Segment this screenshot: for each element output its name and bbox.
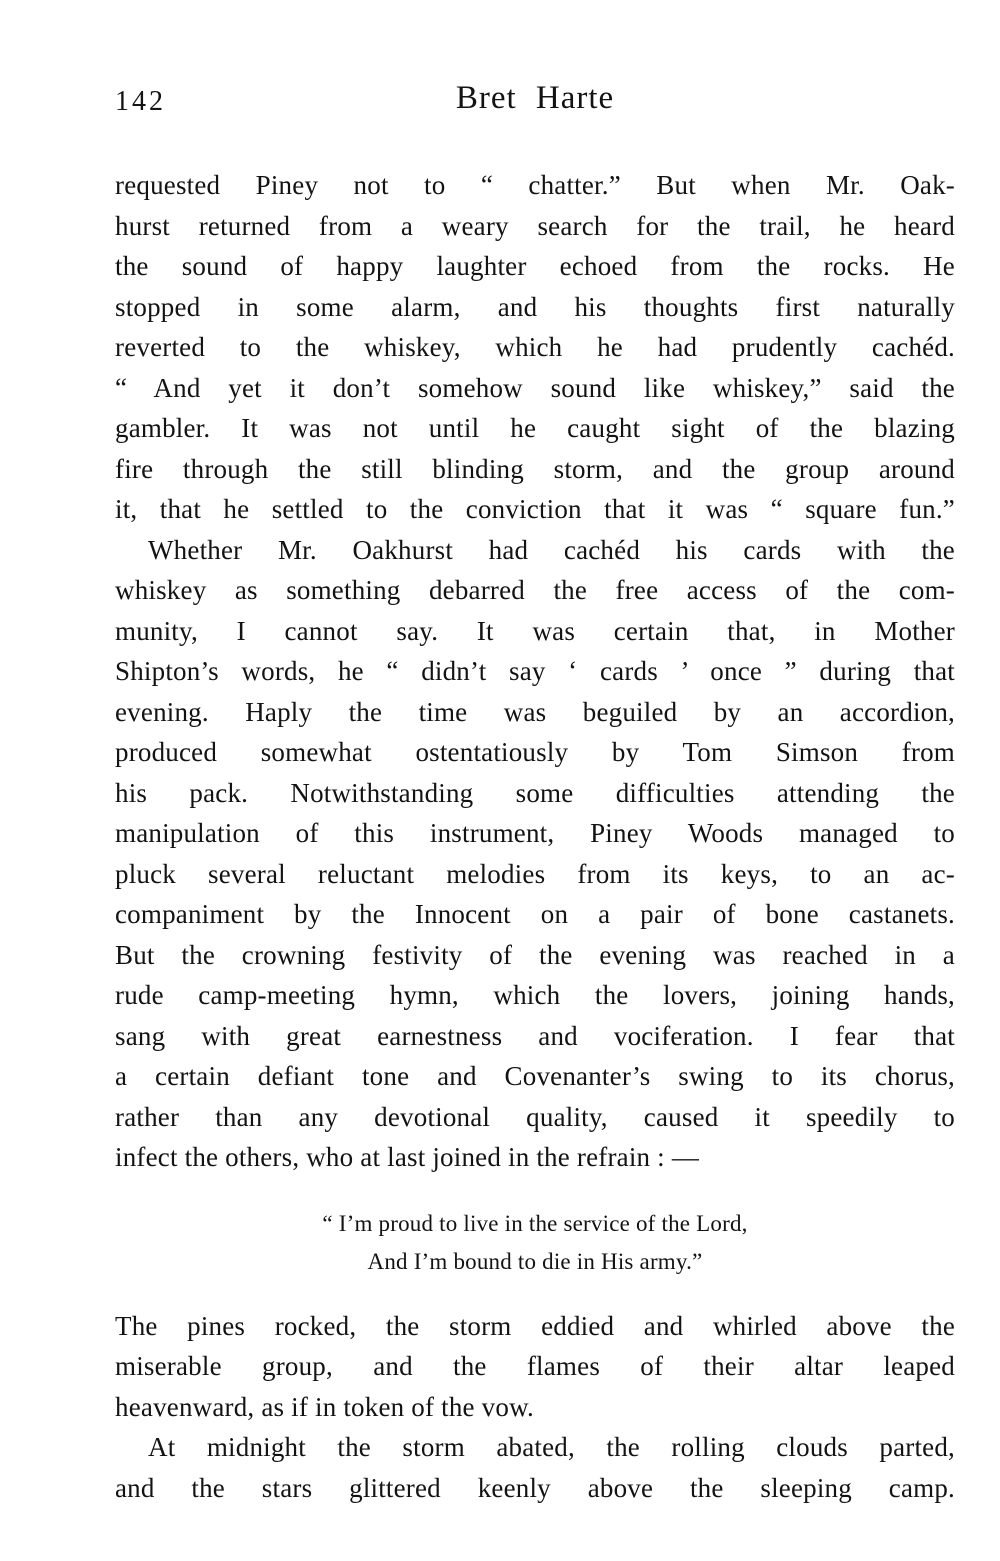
text-line: But the crowning festivity of the evening was reached in a — [115, 939, 955, 970]
text-line: “ And yet it don’t somehow sound like whiskey,” said the — [115, 372, 955, 403]
text-line: his pack. Notwithstanding some difficulties attending the — [115, 777, 955, 808]
text-line: manipulation of this instrument, Piney Woods managed to — [115, 818, 955, 848]
text-line: Whether Mr. Oakhurst had cachéd his cards with the — [148, 534, 955, 565]
hymn-verse — [115, 1205, 955, 1281]
running-title: Bret Harte — [455, 80, 615, 116]
text-line: whiskey as something debarred the free access of the com- — [115, 575, 955, 605]
text-line: it, that he settled to the conviction that it was “ square fun.” — [115, 494, 955, 524]
text-line: requested Piney not to “ chatter.” But when Mr. Oak- — [115, 170, 955, 200]
text-line: The pines rocked, the storm eddied and whirled above the — [115, 1310, 955, 1341]
text-line: infect the others, who at last joined in the refrain : — — [115, 1142, 700, 1172]
text-line: pluck several reluctant melodies from its keys, to an ac- — [115, 858, 955, 889]
text-line: hurst returned from a weary search for the trail, he heard — [115, 210, 955, 241]
text-line: companiment by the Innocent on a pair of bone castanets. — [115, 899, 955, 929]
text-line: fire through the still blinding storm, and the group around — [115, 453, 955, 484]
verse-line: “ I’m proud to live in the service of the Lord, — [322, 1210, 748, 1236]
text-line: miserable group, and the flames of their altar leaped — [115, 1351, 955, 1381]
text-line: and the stars glittered keenly above the sleeping camp. — [115, 1472, 955, 1503]
text-line: rather than any devotional quality, caused it speedily to — [115, 1101, 955, 1132]
text-line: produced somewhat ostentatiously by Tom Simson from — [115, 737, 955, 767]
text-line: reverted to the whiskey, which he had prudently cachéd. — [115, 332, 955, 362]
text-line: Shipton’s words, he “ didn’t say ‘ cards ’ once ” during that — [115, 656, 955, 686]
text-line: gambler. It was not until he caught sight of the blazing — [115, 413, 955, 443]
text-line: stopped in some alarm, and his thoughts first naturally — [115, 291, 955, 322]
text-line: At midnight the storm abated, the rolling clouds parted, — [148, 1432, 955, 1462]
page-header — [115, 80, 955, 120]
page-number: 142 — [115, 86, 166, 117]
text-line: sang with great earnestness and vociferation. I fear that — [115, 1020, 955, 1051]
text-line: munity, I cannot say. It was certain that, in Mother — [115, 615, 955, 646]
text-line: the sound of happy laughter echoed from the rocks. He — [115, 251, 955, 281]
text-line: rude camp-meeting hymn, which the lovers, joining hands, — [115, 980, 955, 1010]
text-line: heavenward, as if in token of the vow. — [115, 1391, 534, 1422]
verse-line: And I’m bound to die in His army.” — [367, 1248, 703, 1274]
text-line: a certain defiant tone and Covenanter’s swing to its chorus, — [115, 1061, 955, 1091]
text-column — [115, 165, 955, 1508]
text-line: evening. Haply the time was beguiled by an accordion, — [115, 696, 955, 727]
